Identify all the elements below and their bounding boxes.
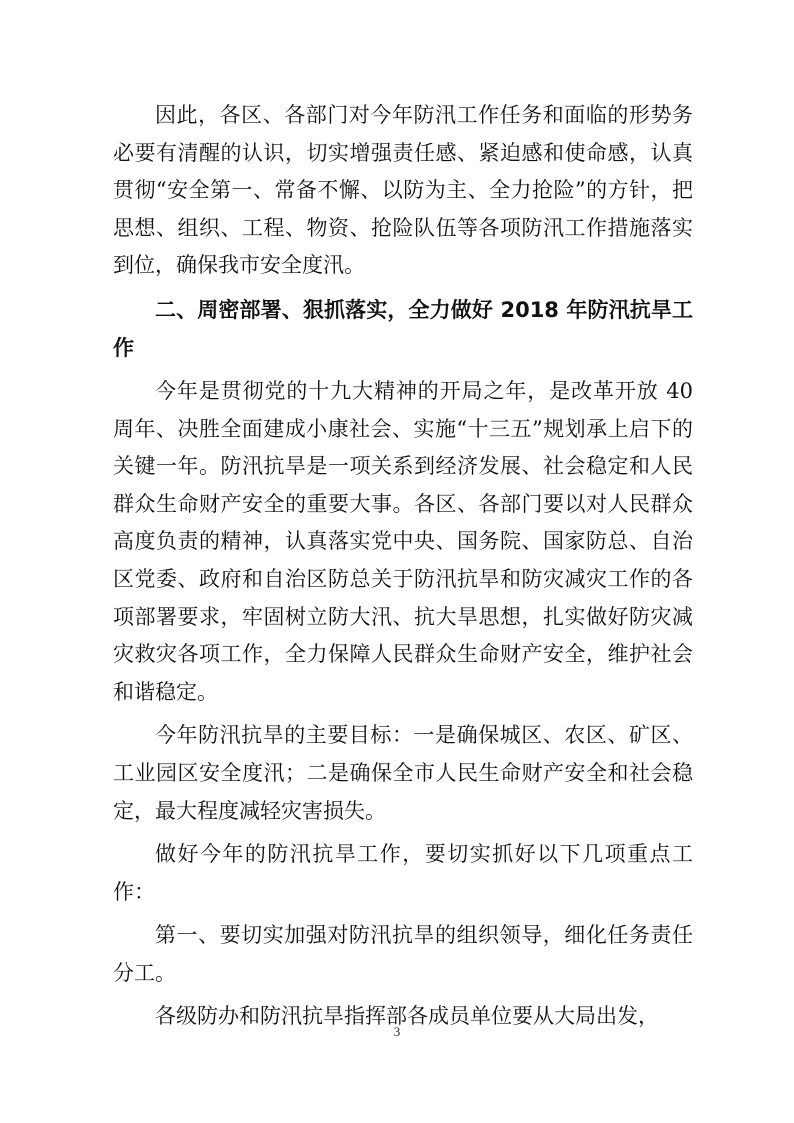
paragraph-departments: 各级防办和防汛抗旱指挥部各成员单位要从大局出发， <box>155 1004 659 1029</box>
paragraph-task-one: 第一、要切实加强对防汛抗旱的组织领导，细化任务责任分工。 <box>113 923 693 985</box>
paragraph-key-tasks-intro: 做好今年的防汛抗旱工作，要切实抓好以下几项重点工作： <box>113 842 693 904</box>
page-number: 3 <box>393 1024 401 1039</box>
paragraph-key-year: 今年是贯彻党的十九大精神的开局之年，是改革开放 40 周年、决胜全面建成小康社会、实施“十三五”规划承上启下的关键一年。防汛抗旱是一项关系到经济发展、社会稳定和人民群众生命财产安全的重要大事。各区、各部门要以对人民群众高度负责的精神，认真落实党中央、国务院、国家防总、自治区党委、政府和自治区防总关于防汛抗旱和防灾减灾工作的各项部署要求，牢固树立防大汛、抗大旱思想，扎实做好防灾减灾救灾各项工作，全力保障人民群众生命财产安全，维护社会和谐稳定。 <box>113 378 693 704</box>
document-body <box>113 97 693 1036</box>
paragraph-main-goals: 今年防汛抗旱的主要目标：一是确保城区、农区、矿区、工业园区安全度汛；二是确保全市人民生命财产安全和社会稳定，最大程度减轻灾害损失。 <box>113 723 693 823</box>
paragraph-situation-awareness: 因此，各区、各部门对今年防汛工作任务和面临的形势务必要有清醒的认识，切实增强责任感、紧迫感和使命感，认真贯彻“安全第一、常备不懈、以防为主、全力抢险”的方针，把思想、组织、工程、物资、抢险队伍等各项防汛工作措施落实到位，确保我市安全度汛。 <box>113 103 693 278</box>
section-heading-2: 二、周密部署、狠抓落实，全力做好 2018 年防汛抗旱工作 <box>113 297 693 360</box>
